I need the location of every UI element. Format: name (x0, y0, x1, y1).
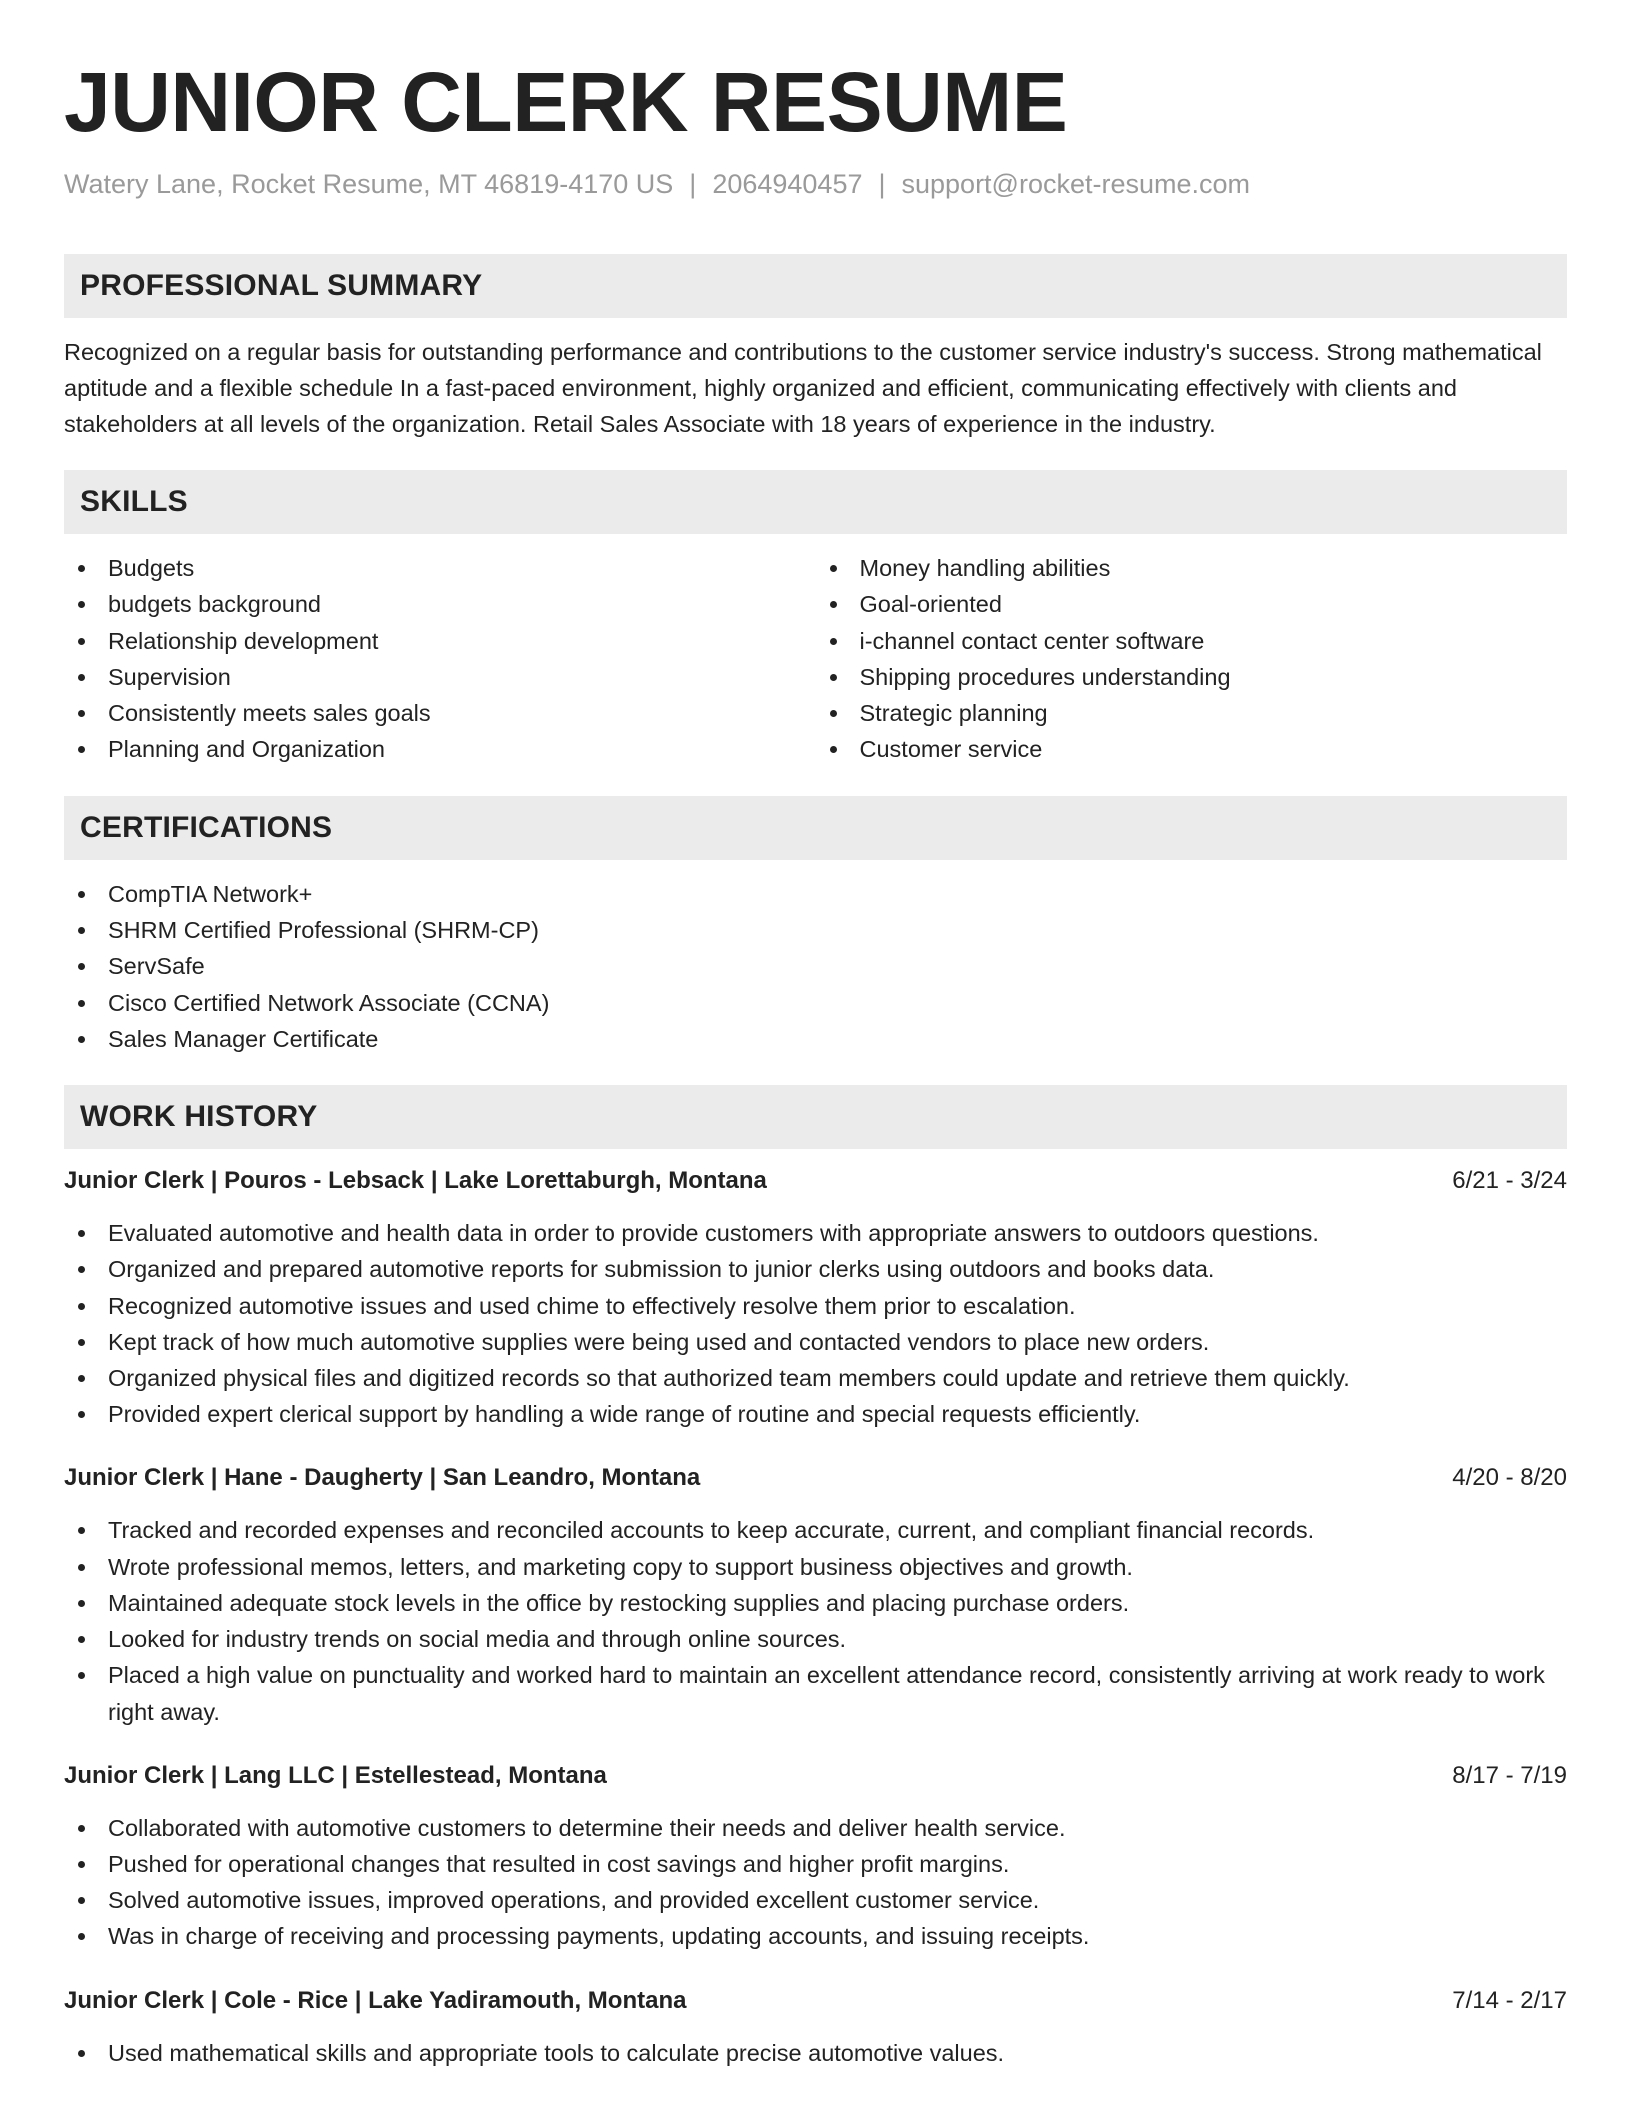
skill-item: Money handling abilities (816, 550, 1568, 586)
job-dates: 6/21 - 3/24 (1452, 1167, 1567, 1195)
skill-item: Budgets (64, 550, 816, 586)
job-bullet: Kept track of how much automotive supplies were being used and contacted vendors to place new orders. (64, 1324, 1567, 1360)
certification-item: ServSafe (64, 948, 1567, 984)
job-bullet: Pushed for operational changes that resulted in cost savings and higher profit margins. (64, 1846, 1567, 1882)
contact-line (64, 166, 1567, 202)
certification-item: CompTIA Network+ (64, 876, 1567, 912)
job-bullets (64, 2035, 1567, 2071)
job-dates: 4/20 - 8/20 (1452, 1464, 1567, 1492)
job-title: Junior Clerk | Hane - Daugherty | San Leandro, Montana (64, 1464, 701, 1492)
job-title: Junior Clerk | Lang LLC | Estellestead, Montana (64, 1761, 607, 1789)
certifications-heading: CERTIFICATIONS (64, 796, 1567, 860)
job-header (64, 1163, 1567, 1199)
contact-phone: 2064940457 (712, 169, 863, 199)
job-bullet: Used mathematical skills and appropriate tools to calculate precise automotive values. (64, 2035, 1567, 2071)
job-bullet: Recognized automotive issues and used chime to effectively resolve them prior to escalation. (64, 1288, 1567, 1324)
certifications-list (64, 876, 1567, 1057)
job-bullet: Provided expert clerical support by handling a wide range of routine and special requests efficiently. (64, 1396, 1567, 1432)
job-bullet: Wrote professional memos, letters, and marketing copy to support business objectives and growth. (64, 1549, 1567, 1585)
contact-separator: | (689, 169, 697, 199)
summary-text: Recognized on a regular basis for outstanding performance and contributions to the customer service industry's success. Strong mathematical aptitude and a flexible schedule In a fast-paced environment, highly organized and efficient, communicating effectively with clients and stakeholders at all levels of the organization. Retail Sales Associate with 18 years of experience in the industry. (64, 339, 1542, 437)
job-bullets (64, 1512, 1567, 1729)
skill-item: Supervision (64, 659, 816, 695)
job-bullet: Tracked and recorded expenses and reconciled accounts to keep accurate, current, and compliant financial records. (64, 1512, 1567, 1548)
job-bullet: Was in charge of receiving and processing payments, updating accounts, and issuing receipts. (64, 1918, 1567, 1954)
contact-email: support@rocket-resume.com (901, 169, 1251, 199)
work-history-heading: WORK HISTORY (64, 1085, 1567, 1149)
contact-separator: | (878, 169, 886, 199)
resume-page (64, 52, 1567, 2071)
job-title: Junior Clerk | Pouros - Lebsack | Lake Lorettaburgh, Montana (64, 1167, 767, 1195)
job-header (64, 1758, 1567, 1794)
job-entry (64, 1758, 1567, 1955)
skill-item: Strategic planning (816, 695, 1568, 731)
job-bullet: Evaluated automotive and health data in order to provide customers with appropriate answers to outdoors questions. (64, 1215, 1567, 1251)
job-entry (64, 1163, 1567, 1432)
skill-item: Customer service (816, 731, 1568, 767)
job-bullet: Looked for industry trends on social media and through online sources. (64, 1621, 1567, 1657)
job-bullet: Maintained adequate stock levels in the office by restocking supplies and placing purchase orders. (64, 1585, 1567, 1621)
job-dates: 8/17 - 7/19 (1452, 1761, 1567, 1789)
contact-address: Watery Lane, Rocket Resume, MT 46819-4170 US (64, 169, 674, 199)
job-bullet: Collaborated with automotive customers to determine their needs and deliver health service. (64, 1810, 1567, 1846)
skills-column-left (64, 550, 816, 768)
certification-item: Cisco Certified Network Associate (CCNA) (64, 985, 1567, 1021)
skills-grid (64, 550, 1567, 768)
job-bullet: Solved automotive issues, improved operations, and provided excellent customer service. (64, 1882, 1567, 1918)
job-bullet: Placed a high value on punctuality and worked hard to maintain an excellent attendance record, consistently arriving at work ready to work right away. (64, 1657, 1567, 1729)
summary-heading: PROFESSIONAL SUMMARY (64, 254, 1567, 318)
skill-item: Shipping procedures understanding (816, 659, 1568, 695)
resume-title: JUNIOR CLERK RESUME (64, 55, 1068, 149)
skill-item: Relationship development (64, 623, 816, 659)
job-bullets (64, 1215, 1567, 1432)
skills-column-right (816, 550, 1568, 768)
job-dates: 7/14 - 2/17 (1452, 1986, 1567, 2014)
job-title: Junior Clerk | Cole - Rice | Lake Yadiramouth, Montana (64, 1986, 687, 2014)
skill-item: Consistently meets sales goals (64, 695, 816, 731)
skill-item: budgets background (64, 586, 816, 622)
certification-item: Sales Manager Certificate (64, 1021, 1567, 1057)
skill-item: Planning and Organization (64, 731, 816, 767)
job-bullets (64, 1810, 1567, 1955)
skill-item: Goal-oriented (816, 586, 1568, 622)
skills-heading: SKILLS (64, 470, 1567, 534)
job-bullet: Organized physical files and digitized records so that authorized team members could update and retrieve them quickly. (64, 1360, 1567, 1396)
job-bullet: Organized and prepared automotive reports for submission to junior clerks using outdoors and books data. (64, 1251, 1567, 1287)
job-entry (64, 1460, 1567, 1729)
certification-item: SHRM Certified Professional (SHRM-CP) (64, 912, 1567, 948)
job-header (64, 1983, 1567, 2019)
job-header (64, 1460, 1567, 1496)
skill-item: i-channel contact center software (816, 623, 1568, 659)
job-entry (64, 1983, 1567, 2071)
